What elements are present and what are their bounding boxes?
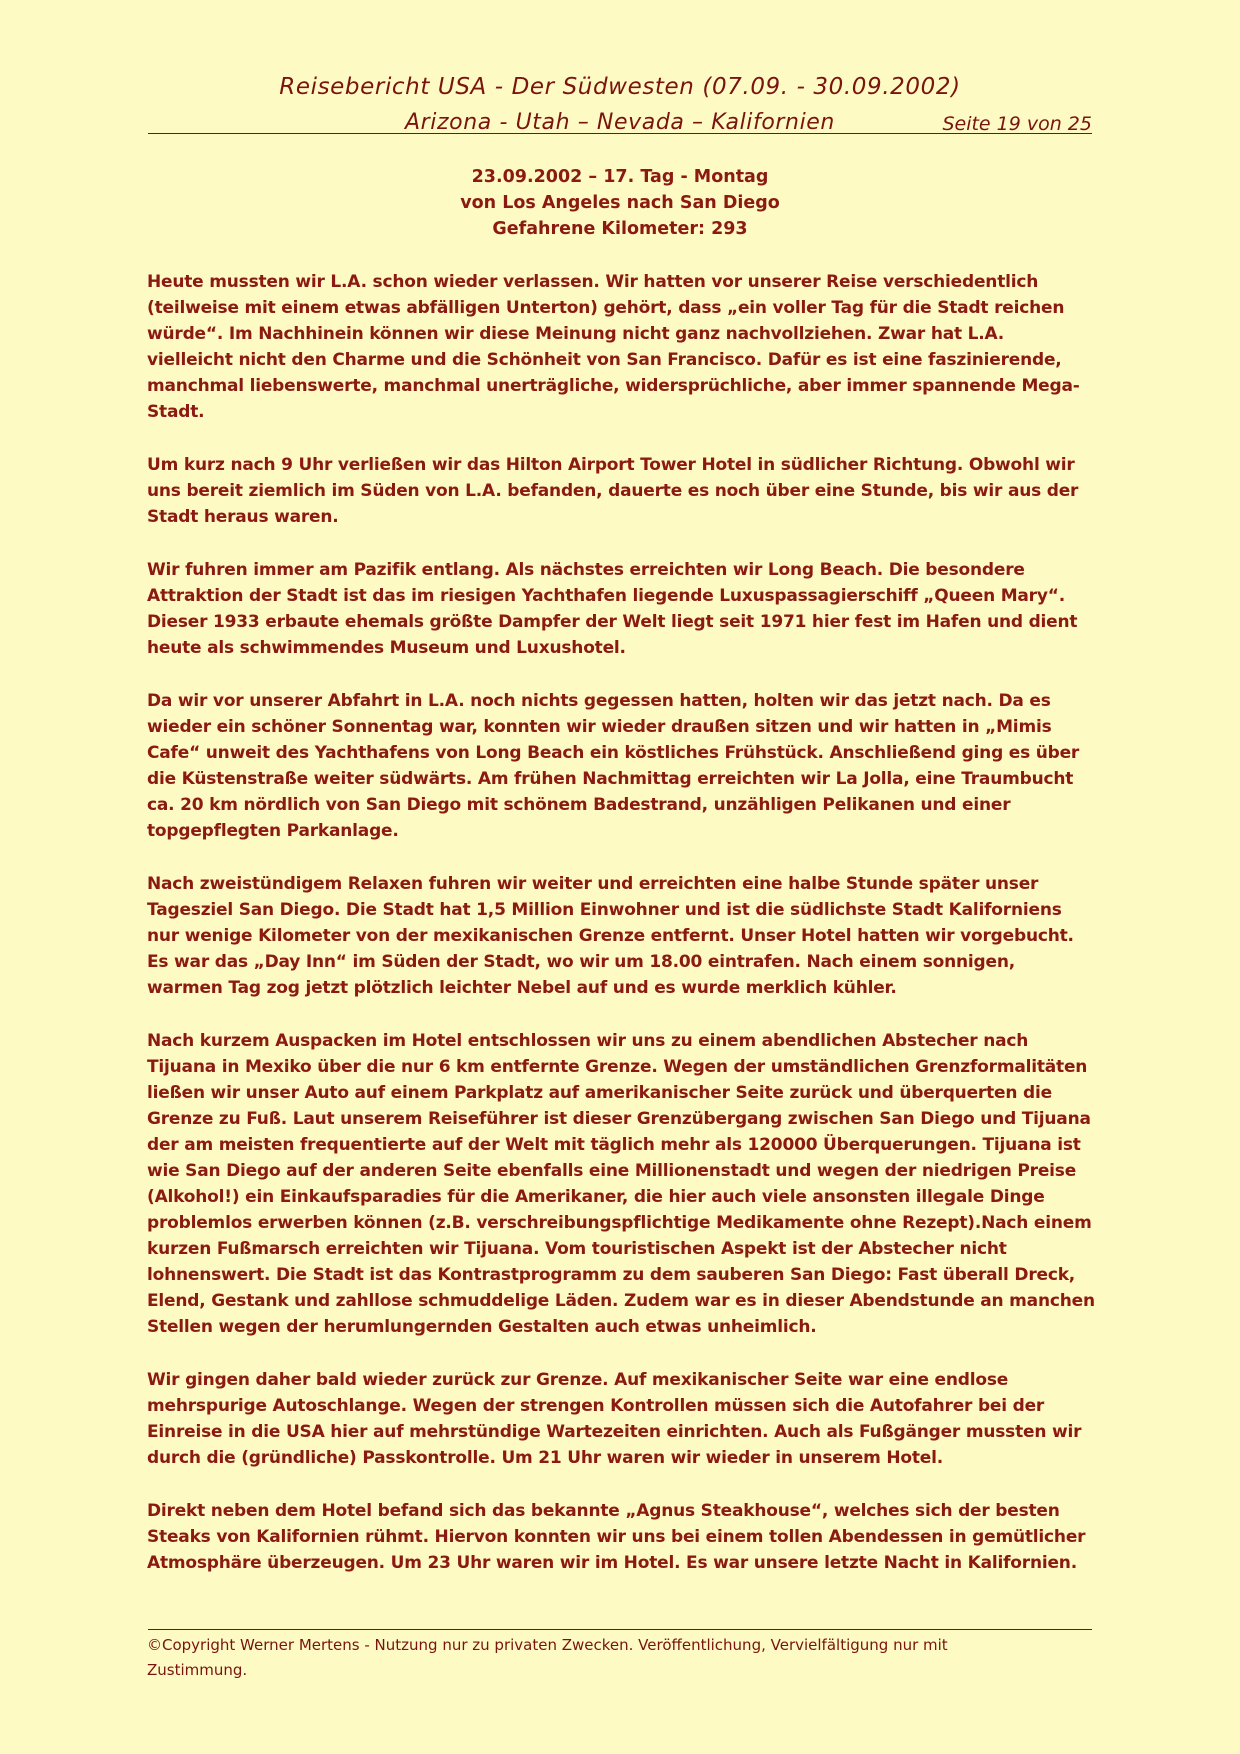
paragraph: Nach kurzem Auspacken im Hotel entschlossen wir uns zu einem abendlichen Abstecher nach Tijuana in Mexiko über die nur 6 km entfernte Grenze. Wegen der umständlichen Grenzformalitäten ließen wir unser Auto auf einem Parkplatz auf amerikanischer Seite zurück und überquerten die Grenze zu Fuß. Laut unserem Reiseführer ist dieser Grenzübergang zwischen San Diego und Tijuana der am meisten frequentierte auf der Welt mit täglich mehr als 120000 Überquerungen. Tijuana ist wie San Diego auf der anderen Seite ebenfalls eine Millionenstadt und wegen der niedrigen Preise (Alkohol!) ein Einkaufsparadies für die Amerikaner, die hier auch viele ansonsten illegale Dinge problemlos erwerben können (z.B. verschreibungspflichtige Medikamente ohne Rezept).Nach einem kurzen Fußmarsch erreichten wir Tijuana. Vom touristischen Aspekt ist der Abstecher nicht lohnenswert. Die Stadt ist das Kontrastprogramm zu dem sauberen San Diego: Fast überall Dreck, Elend, Gestank und zahllose schmuddelige Läden. Zudem war es in dieser Abendstunde an manchen Stellen wegen der herumlungernden Gestalten auch etwas unheimlich. <box>147 1031 1095 1337</box>
day-route: von Los Angeles nach San Diego <box>460 193 780 213</box>
paragraph: Um kurz nach 9 Uhr verließen wir das Hilton Airport Tower Hotel in südlicher Richtung. Obwohl wir uns bereit ziemlich im Süden von L.A. befanden, dauerte es noch über eine Stunde, bis wir aus der Stadt heraus waren. <box>147 455 1079 527</box>
document-subtitle: Arizona - Utah – Nevada – Kalifornien <box>405 110 835 135</box>
paragraph: Wir gingen daher bald wieder zurück zur Grenze. Auf mexikanischer Seite war eine endlose mehrspurige Autoschlange. Wegen der strengen Kontrollen müssen sich die Autofahrer bei der Einreise in die USA hier auf mehrstündige Wartezeiten einrichten. Auch als Fußgänger mussten wir durch die (gründliche) Passkontrolle. Um 21 Uhr waren wir wieder in unserem Hotel. <box>147 1370 1082 1468</box>
report-body <box>147 269 1095 1603</box>
footer-divider <box>148 1629 1092 1630</box>
header-divider <box>148 133 1092 134</box>
paragraph: Heute mussten wir L.A. schon wieder verlassen. Wir hatten vor unserer Reise verschiedentlich (teilweise mit einem etwas abfälligen Unterton) gehört, dass „ein voller Tag für die Stadt reichen würde“. Im Nachhinein können wir diese Meinung nicht ganz nachvollziehen. Zwar hat L.A. vielleicht nicht den Charme und die Schönheit von San Francisco. Dafür es ist eine faszinierende, manchmal liebenswerte, manchmal unerträgliche, widersprüchliche, aber immer spannende Mega-Stadt. <box>147 272 1080 422</box>
page-header <box>148 74 1092 134</box>
page-number: Seite 19 von 25 <box>942 113 1092 135</box>
day-heading <box>148 164 1092 242</box>
document-title: Reisebericht USA - Der Südwesten (07.09. - 30.09.2002) <box>279 74 961 100</box>
copyright-footer: ©Copyright Werner Mertens - Nutzung nur zu privaten Zwecken. Veröffentlichung, Vervielfältigung nur mit Zustimmung. <box>147 1636 948 1679</box>
paragraph: Da wir vor unserer Abfahrt in L.A. noch nichts gegessen hatten, holten wir das jetzt nach. Da es wieder ein schöner Sonnentag war, konnten wir wieder draußen sitzen und wir hatten in „Mimis Cafe“ unweit des Yachthafens von Long Beach ein köstliches Frühstück. Anschließend ging es über die Küstenstraße weiter südwärts. Am frühen Nachmittag erreichten wir La Jolla, eine Traumbucht ca. 20 km nördlich von San Diego mit schönem Badestrand, unzähligen Pelikanen und einer topgepflegten Parkanlage. <box>147 691 1080 841</box>
paragraph: Wir fuhren immer am Pazifik entlang. Als nächstes erreichten wir Long Beach. Die besondere Attraktion der Stadt ist das im riesigen Yachthafen liegende Luxuspassagierschiff „Queen Mary“. Dieser 1933 erbaute ehemals größte Dampfer der Welt liegt seit 1971 hier fest im Hafen und dient heute als schwimmendes Museum und Luxushotel. <box>147 560 1078 658</box>
paragraph: Nach zweistündigem Relaxen fuhren wir weiter und erreichten eine halbe Stunde später unser Tagesziel San Diego. Die Stadt hat 1,5 Million Einwohner und ist die südlichste Stadt Kaliforniens nur wenige Kilometer von der mexikanischen Grenze entfernt. Unser Hotel hatten wir vorgebucht. Es war das „Day Inn“ im Süden der Stadt, wo wir um 18.00 eintrafen. Nach einem sonnigen, warmen Tag zog jetzt plötzlich leichter Nebel auf und es wurde merklich kühler. <box>147 874 1074 998</box>
paragraph: Direkt neben dem Hotel befand sich das bekannte „Agnus Steakhouse“, welches sich der besten Steaks von Kalifornien rühmt. Hiervon konnten wir uns bei einem tollen Abendessen in gemütlicher Atmosphäre überzeugen. Um 23 Uhr waren wir im Hotel. Es war unsere letzte Nacht in Kalifornien. <box>147 1501 1086 1573</box>
day-distance: Gefahrene Kilometer: 293 <box>492 219 748 239</box>
day-date-line: 23.09.2002 – 17. Tag - Montag <box>471 167 769 187</box>
